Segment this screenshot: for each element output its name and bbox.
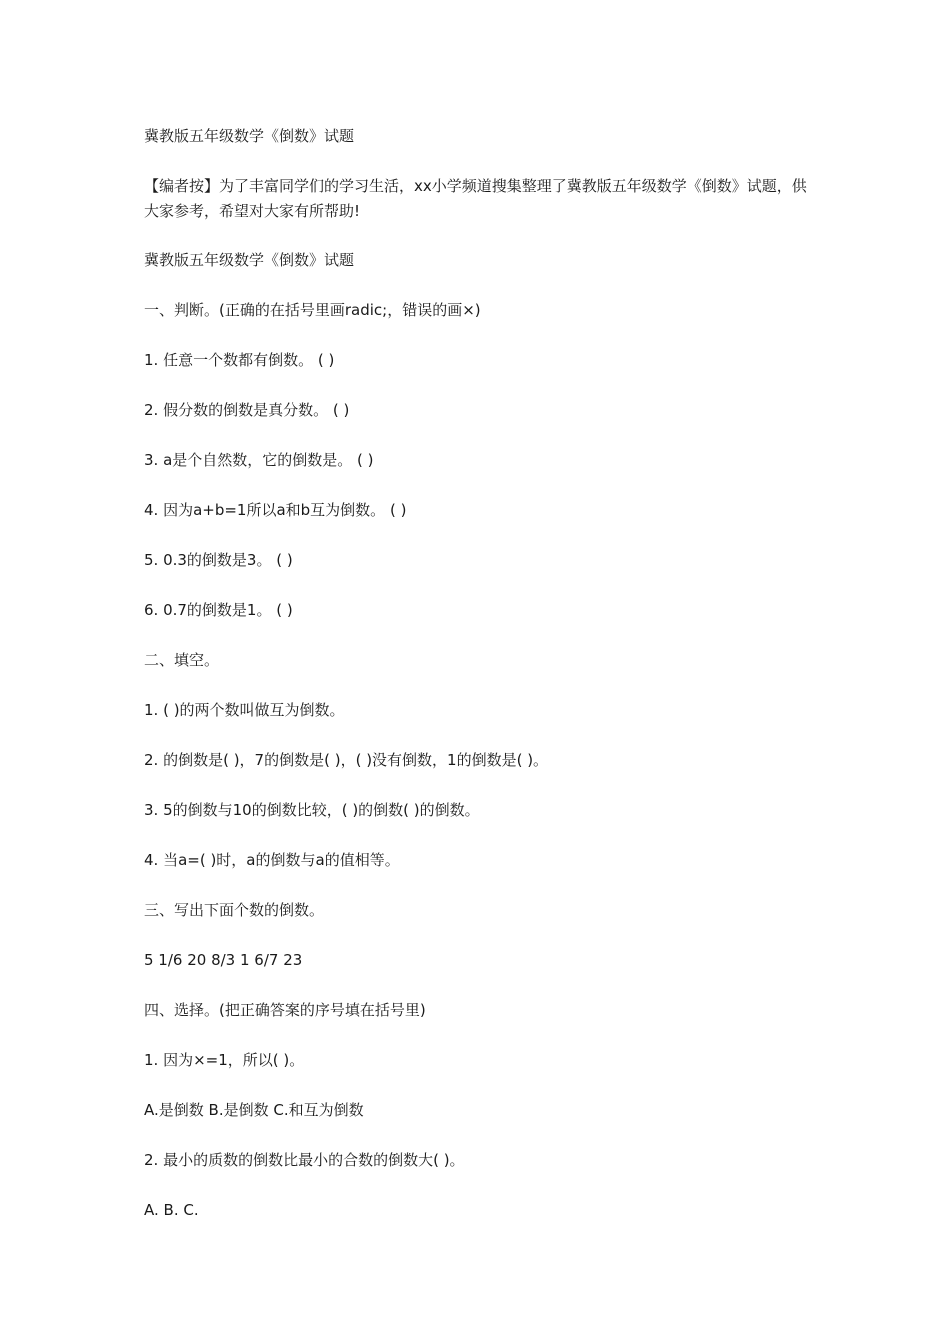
question-item: 3. 5的倒数与10的倒数比较，( )的倒数( )的倒数。 [144,801,480,819]
question-item: 5. 0.3的倒数是3。 ( ) [144,551,293,569]
question-item: 4. 当a=( )时，a的倒数与a的值相等。 [144,851,400,869]
document-subtitle: 冀教版五年级数学《倒数》试题 [144,251,355,269]
question-item: 6. 0.7的倒数是1。 ( ) [144,601,293,619]
section-heading-judge: 一、判断。(正确的在括号里画radic;，错误的画×) [144,301,481,319]
question-item: 2. 假分数的倒数是真分数。 ( ) [144,401,350,419]
answer-options: A. B. C. [144,1201,199,1219]
answer-options: A.是倒数 B.是倒数 C.和互为倒数 [144,1101,364,1119]
question-item: 2. 的倒数是( )，7的倒数是( )，( )没有倒数，1的倒数是( )。 [144,751,549,769]
section-heading-choice: 四、选择。(把正确答案的序号填在括号里) [144,1001,426,1019]
document-title: 冀教版五年级数学《倒数》试题 [144,127,355,145]
question-item: 1. ( )的两个数叫做互为倒数。 [144,701,345,719]
section-heading-fill: 二、填空。 [144,651,220,669]
number-list: 5 1/6 20 8/3 1 6/7 23 [144,951,303,969]
document-body [144,124,814,1248]
question-item: 2. 最小的质数的倒数比最小的合数的倒数大( )。 [144,1151,465,1169]
question-item: 4. 因为a+b=1所以a和b互为倒数。 ( ) [144,501,407,519]
question-item: 1. 任意一个数都有倒数。 ( ) [144,351,335,369]
section-heading-reciprocal: 三、写出下面个数的倒数。 [144,901,325,919]
question-item: 1. 因为×=1，所以( )。 [144,1051,305,1069]
question-item: 3. a是个自然数，它的倒数是。 ( ) [144,451,374,469]
editor-note: 【编者按】为了丰富同学们的学习生活，xx小学频道搜集整理了冀教版五年级数学《倒数》试题，供大家参考，希望对大家有所帮助! [144,177,807,220]
